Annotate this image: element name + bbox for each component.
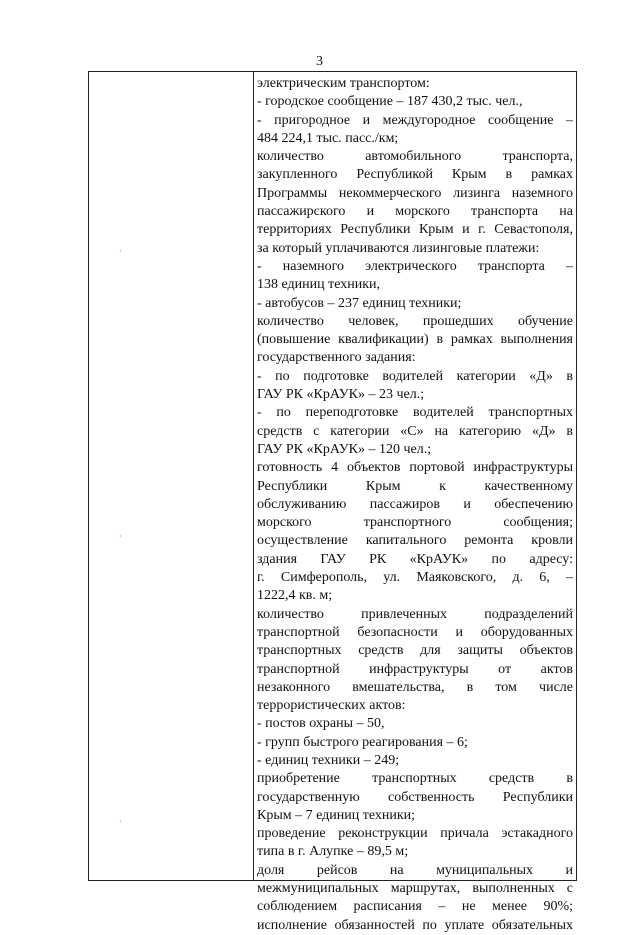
text-line: - постов охраны – 50, xyxy=(257,716,385,732)
text-line: Крым – 7 единиц техники; xyxy=(257,807,416,823)
text-line: ГАУ РК «КрАУК» – 120 чел.; xyxy=(257,441,432,457)
text-line: (повышение квалификации) в рамках выполнения xyxy=(257,332,573,348)
text-line: здания ГАУ РК «КрАУК» по адресу: xyxy=(257,551,573,567)
scan-speck: · xyxy=(119,532,122,541)
table-right-cell xyxy=(257,75,573,935)
text-line: количество человек, прошедших обучение xyxy=(257,313,573,329)
text-line: пассажирского и морского транспорта на xyxy=(257,204,573,220)
text-line: незаконного вмешательства, в том числе xyxy=(257,679,573,695)
text-line: количество автомобильного транспорта, xyxy=(257,149,573,165)
text-line: - по подготовке водителей категории «Д» в xyxy=(257,368,573,384)
text-line: - единиц техники – 249; xyxy=(257,752,400,768)
text-line: исполнение обязанностей по уплате обязательных xyxy=(257,917,573,933)
document-table xyxy=(88,71,577,933)
text-line: за который уплачиваются лизинговые платежи: xyxy=(257,240,540,256)
text-line: - автобусов – 237 единиц техники; xyxy=(257,295,462,311)
text-line: - по переподготовке водителей транспортных xyxy=(257,405,573,421)
column-divider xyxy=(253,72,254,880)
table-left-cell xyxy=(89,72,253,880)
text-line: территориях Республики Крым и г. Севастополя, xyxy=(257,222,573,238)
text-line: 484 224,1 тыс. пасс./км; xyxy=(257,130,399,146)
page-number: 3 xyxy=(316,54,323,69)
text-line: - групп быстрого реагирования – 6; xyxy=(257,734,468,750)
scan-speck: · xyxy=(119,247,122,256)
scan-speck: · xyxy=(119,817,122,826)
text-line: террористических актов: xyxy=(257,698,406,714)
text-line: государственную собственность Республики xyxy=(257,789,573,805)
text-line: - пригородное и междугородное сообщение – xyxy=(257,112,573,128)
text-line: обслуживанию пассажиров и обеспечению xyxy=(257,496,573,512)
text-line: государственного задания: xyxy=(257,350,416,366)
text-line: приобретение транспортных средств в xyxy=(257,771,573,787)
text-line: электрическим транспортом: xyxy=(257,76,430,91)
text-line: 1222,4 кв. м; xyxy=(257,588,333,604)
text-line: - городское сообщение – 187 430,2 тыс. чел., xyxy=(257,94,523,110)
text-line: транспортной безопасности и оборудованных xyxy=(257,624,573,640)
text-line: транспортной инфраструктуры от актов xyxy=(257,661,573,677)
text-line: проведение реконструкции причала эстакадного xyxy=(257,826,573,842)
text-line: Республики Крым к качественному xyxy=(257,478,573,494)
text-line: - наземного электрического транспорта – xyxy=(257,258,573,274)
text-line: осуществление капитального ремонта кровли xyxy=(257,533,573,549)
text-line: Программы некоммерческого лизинга наземного xyxy=(257,185,573,201)
text-line: средств с категории «С» на категорию «Д» в xyxy=(257,423,573,439)
text-line: количество привлеченных подразделений xyxy=(257,606,573,622)
text-line: межмуниципальных маршрутах, выполненных с xyxy=(257,881,573,897)
text-line: 138 единиц техники, xyxy=(257,277,381,293)
text-line: готовность 4 объектов портовой инфраструктуры xyxy=(257,460,573,476)
text-line: закупленного Республикой Крым в рамках xyxy=(257,167,573,183)
text-line: типа в г. Алупке – 89,5 м; xyxy=(257,844,409,860)
text-line: морского транспортного сообщения; xyxy=(257,515,573,531)
text-line: доля рейсов на муниципальных и xyxy=(257,862,573,878)
text-line: г. Симферополь, ул. Маяковского, д. 6, – xyxy=(257,570,573,586)
text-line: транспортных средств для защиты объектов xyxy=(257,643,573,659)
text-line: соблюдением расписания – не менее 90%; xyxy=(257,899,573,915)
text-line: ГАУ РК «КрАУК» – 23 чел.; xyxy=(257,387,425,403)
